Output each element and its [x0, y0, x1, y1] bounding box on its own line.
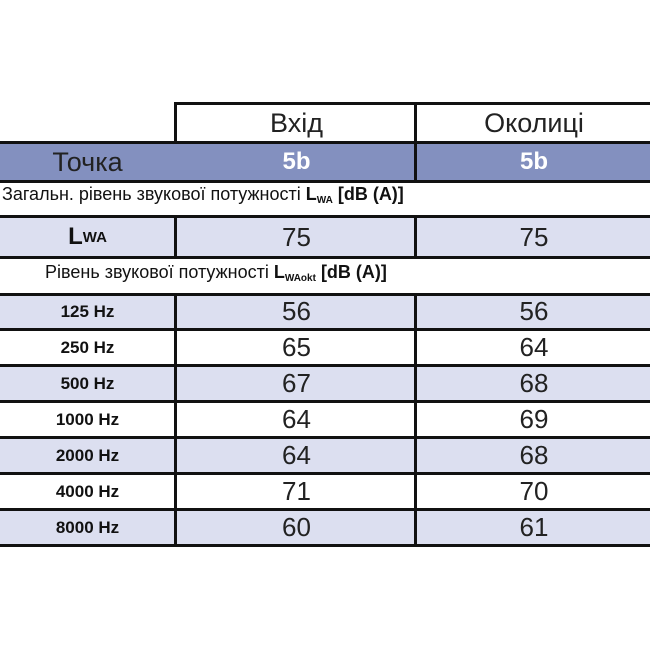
overall-section-title-text: Загальн. рівень звукової потужності [2, 184, 306, 204]
octave-row-divider [0, 544, 650, 547]
column-divider-right-octave [414, 293, 417, 545]
octave-row-surroundings-value: 64 [519, 332, 549, 362]
octave-row-frequency: 500 Hz [60, 373, 115, 393]
octave-row-surroundings-value: 69 [519, 404, 549, 434]
overall-section-title [2, 184, 404, 206]
column-divider-left-overall [174, 216, 177, 257]
overall-row-bottom-line [0, 256, 650, 259]
overall-section-symbol-sub: WA [316, 195, 333, 206]
overall-row-surroundings-value: 75 [519, 221, 549, 252]
octave-section-unit: [dB (A)] [315, 262, 387, 282]
octave-row-inlet-value: 64 [282, 404, 311, 434]
header-bottom-line [0, 141, 650, 144]
column-header-inlet: Вхід [270, 107, 323, 138]
point-row-surroundings-value: 5b [519, 148, 548, 175]
octave-section-title-text: Рівень звукової потужності [45, 262, 274, 282]
octave-row-frequency: 4000 Hz [55, 481, 120, 501]
column-divider-right-overall [414, 216, 417, 257]
table-top-line [175, 102, 650, 105]
octave-section-title [45, 262, 387, 284]
overall-row-label-sub: WA [82, 228, 107, 246]
octave-row-frequency: 1000 Hz [55, 409, 120, 429]
octave-row-frequency: 8000 Hz [55, 517, 120, 537]
point-row-bottom-line [0, 180, 650, 183]
point-row-label: Точка [52, 146, 123, 177]
octave-row-inlet-value: 64 [282, 440, 311, 470]
octave-section-symbol [274, 262, 316, 282]
octave-row-surroundings-value: 68 [519, 368, 549, 398]
overall-section-unit: [dB (A)] [332, 184, 404, 204]
octave-row-surroundings-value: 61 [519, 512, 549, 542]
octave-title-bottom-line [0, 293, 650, 296]
octave-row-surroundings-value: 68 [519, 440, 549, 470]
octave-row-inlet-value: 65 [282, 332, 311, 362]
overall-row-label-main: L [68, 223, 83, 250]
overall-row-inlet-value: 75 [282, 221, 311, 252]
octave-row-inlet-value: 67 [282, 368, 311, 398]
octave-row-frequency: 2000 Hz [55, 445, 120, 465]
octave-section-symbol-main: L [273, 262, 285, 282]
overall-section-symbol-main: L [305, 184, 317, 204]
column-divider-left [174, 102, 177, 142]
overall-section-symbol [306, 184, 333, 204]
octave-row-frequency: 250 Hz [60, 337, 115, 357]
octave-row-inlet-value: 56 [282, 296, 311, 326]
overall-title-bottom-line [0, 215, 650, 218]
point-row-inlet-value: 5b [282, 148, 311, 175]
overall-row-label [0, 217, 175, 257]
column-divider-left-octave [174, 293, 177, 545]
octave-row-surroundings-value: 70 [519, 476, 549, 506]
column-header-surroundings: Околиці [484, 107, 584, 138]
octave-row-inlet-value: 60 [282, 512, 311, 542]
octave-row-inlet-value: 71 [282, 476, 311, 506]
octave-row-surroundings-value: 56 [519, 296, 549, 326]
octave-section-symbol-sub: WAokt [284, 273, 316, 284]
octave-row-frequency: 125 Hz [60, 301, 115, 321]
column-divider-right-top [414, 102, 417, 181]
